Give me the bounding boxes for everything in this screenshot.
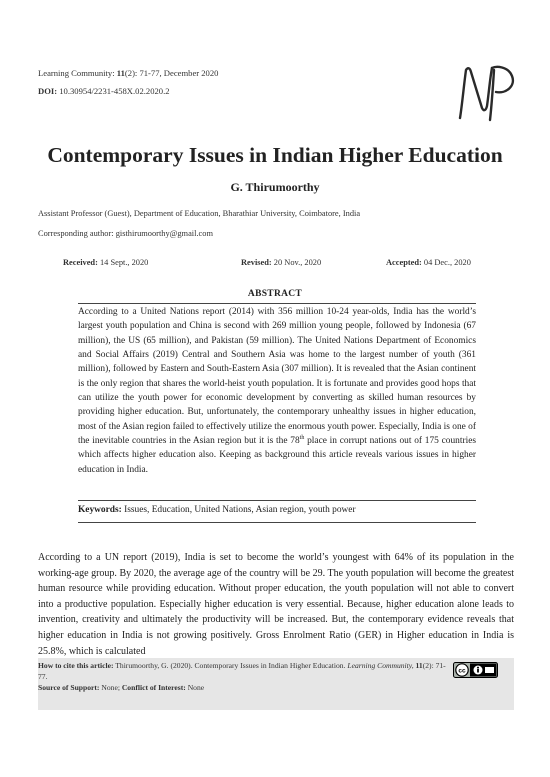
accepted-label: Accepted:: [386, 258, 422, 267]
how-to-cite: [38, 660, 450, 682]
received-date: [63, 258, 148, 267]
journal-name: Learning Community:: [38, 68, 117, 78]
doi-line: [38, 86, 170, 96]
revised-value: 20 Nov., 2020: [271, 258, 322, 267]
revised-label: Revised:: [241, 258, 272, 267]
cite-label: How to cite this article:: [38, 661, 114, 670]
abstract-mid-rule: [78, 500, 476, 501]
cite-volume: 11: [413, 661, 423, 670]
keywords-label: Keywords:: [78, 505, 122, 515]
accepted-date: [386, 258, 471, 267]
body-paragraph: According to a UN report (2019), India is set to become the world’s youngest with 64% of its population in the working-age group. By 2020, the average age of the country will be 29. The youth population will become the greatest human resource while providing education. Without proper education, the youth population will not able to convert into a productive population. Especially higher education is very essential. Because, higher education alone leads to invention, creativity and ultimately the productivity will be increased. But, the contemporary evidence reveals that higher education in India is not growing positively. Gross Enrolment Ratio (GER) in Higher education in India is 25.8%, which is calculated: [38, 552, 514, 657]
journal-citation-line: [38, 68, 218, 78]
conflict-value: None: [185, 683, 205, 692]
article-title: Contemporary Issues in Indian Higher Education: [47, 143, 503, 167]
cite-pages: (2): 71-77.: [38, 661, 446, 681]
abstract-bottom-rule: [78, 522, 476, 523]
keywords-value: Issues, Education, United Nations, Asian region, youth power: [121, 505, 356, 515]
abstract-top-rule: [78, 303, 476, 304]
publisher-logo-icon: [452, 62, 522, 124]
abstract-heading: ABSTRACT: [247, 289, 303, 299]
article-author: G. Thirumoorthy: [230, 180, 320, 194]
source-value: None;: [99, 683, 122, 692]
doi-value: 10.30954/2231-458X.02.2020.2: [57, 86, 170, 96]
abstract-text-part1: According to a United Nations report (2014) with 356 million 10-24 year-olds, India has the world’s largest youth population and China is second with 269 million young people, followed by Indonesia (67 million), the US (65 million), and Pakistan (59 million). The United Nations Department of Economics and Social Affairs (2019) Central and Southern Asia was home to the largest number of youth (361 million), followed by Eastern and South-Eastern Asia (307 million). It is revealed that the Asian continent is the only region that shares the world-heist youth population. It is fortunate and provides good hops that can utilize the youth power for economic development by converting as skilled human resources by providing higher education. But, unfortunately, the contemporary unhealthy issues in higher education, most of the Asian region failed to effectively utilize the enormous youth power. Especially, India is one of the inevitable countries in the Asian region but it is the 78: [78, 307, 476, 447]
conflict-label: Conflict of Interest:: [121, 683, 186, 692]
revised-date: [241, 258, 321, 267]
doi-label: DOI:: [38, 86, 58, 96]
abstract-superscript: th: [299, 434, 305, 441]
creative-commons-by-icon[interactable]: [453, 662, 498, 678]
journal-issue: (2): 71-77, December 2020: [124, 68, 219, 78]
received-value: 14 Sept., 2020: [97, 258, 149, 267]
source-label: Source of Support:: [38, 683, 100, 692]
support-line: [38, 683, 204, 692]
abstract-text-part2: place in corrupt nations out of 175 countries which affects higher education also. Keeping as background this article reveals various issues in higher education in India.: [78, 436, 477, 475]
cite-text: Thirumoorthy, G. (2020). Contemporary Issues in Indian Higher Education.: [113, 661, 348, 670]
received-label: Received:: [63, 258, 98, 267]
author-affiliation: Assistant Professor (Guest), Department of Education, Bharathiar University, Coimbatore, India: [38, 209, 361, 218]
journal-volume: 11: [116, 68, 125, 78]
corresponding-author: Corresponding author: gisthirumoorthy@gmail.com: [38, 229, 213, 238]
abstract-text: [78, 305, 476, 477]
cc-badge-text: cc: [458, 667, 466, 675]
keywords-line: [78, 505, 476, 515]
accepted-value: 04 Dec., 2020: [421, 258, 471, 267]
cite-journal: Learning Community,: [347, 661, 414, 670]
